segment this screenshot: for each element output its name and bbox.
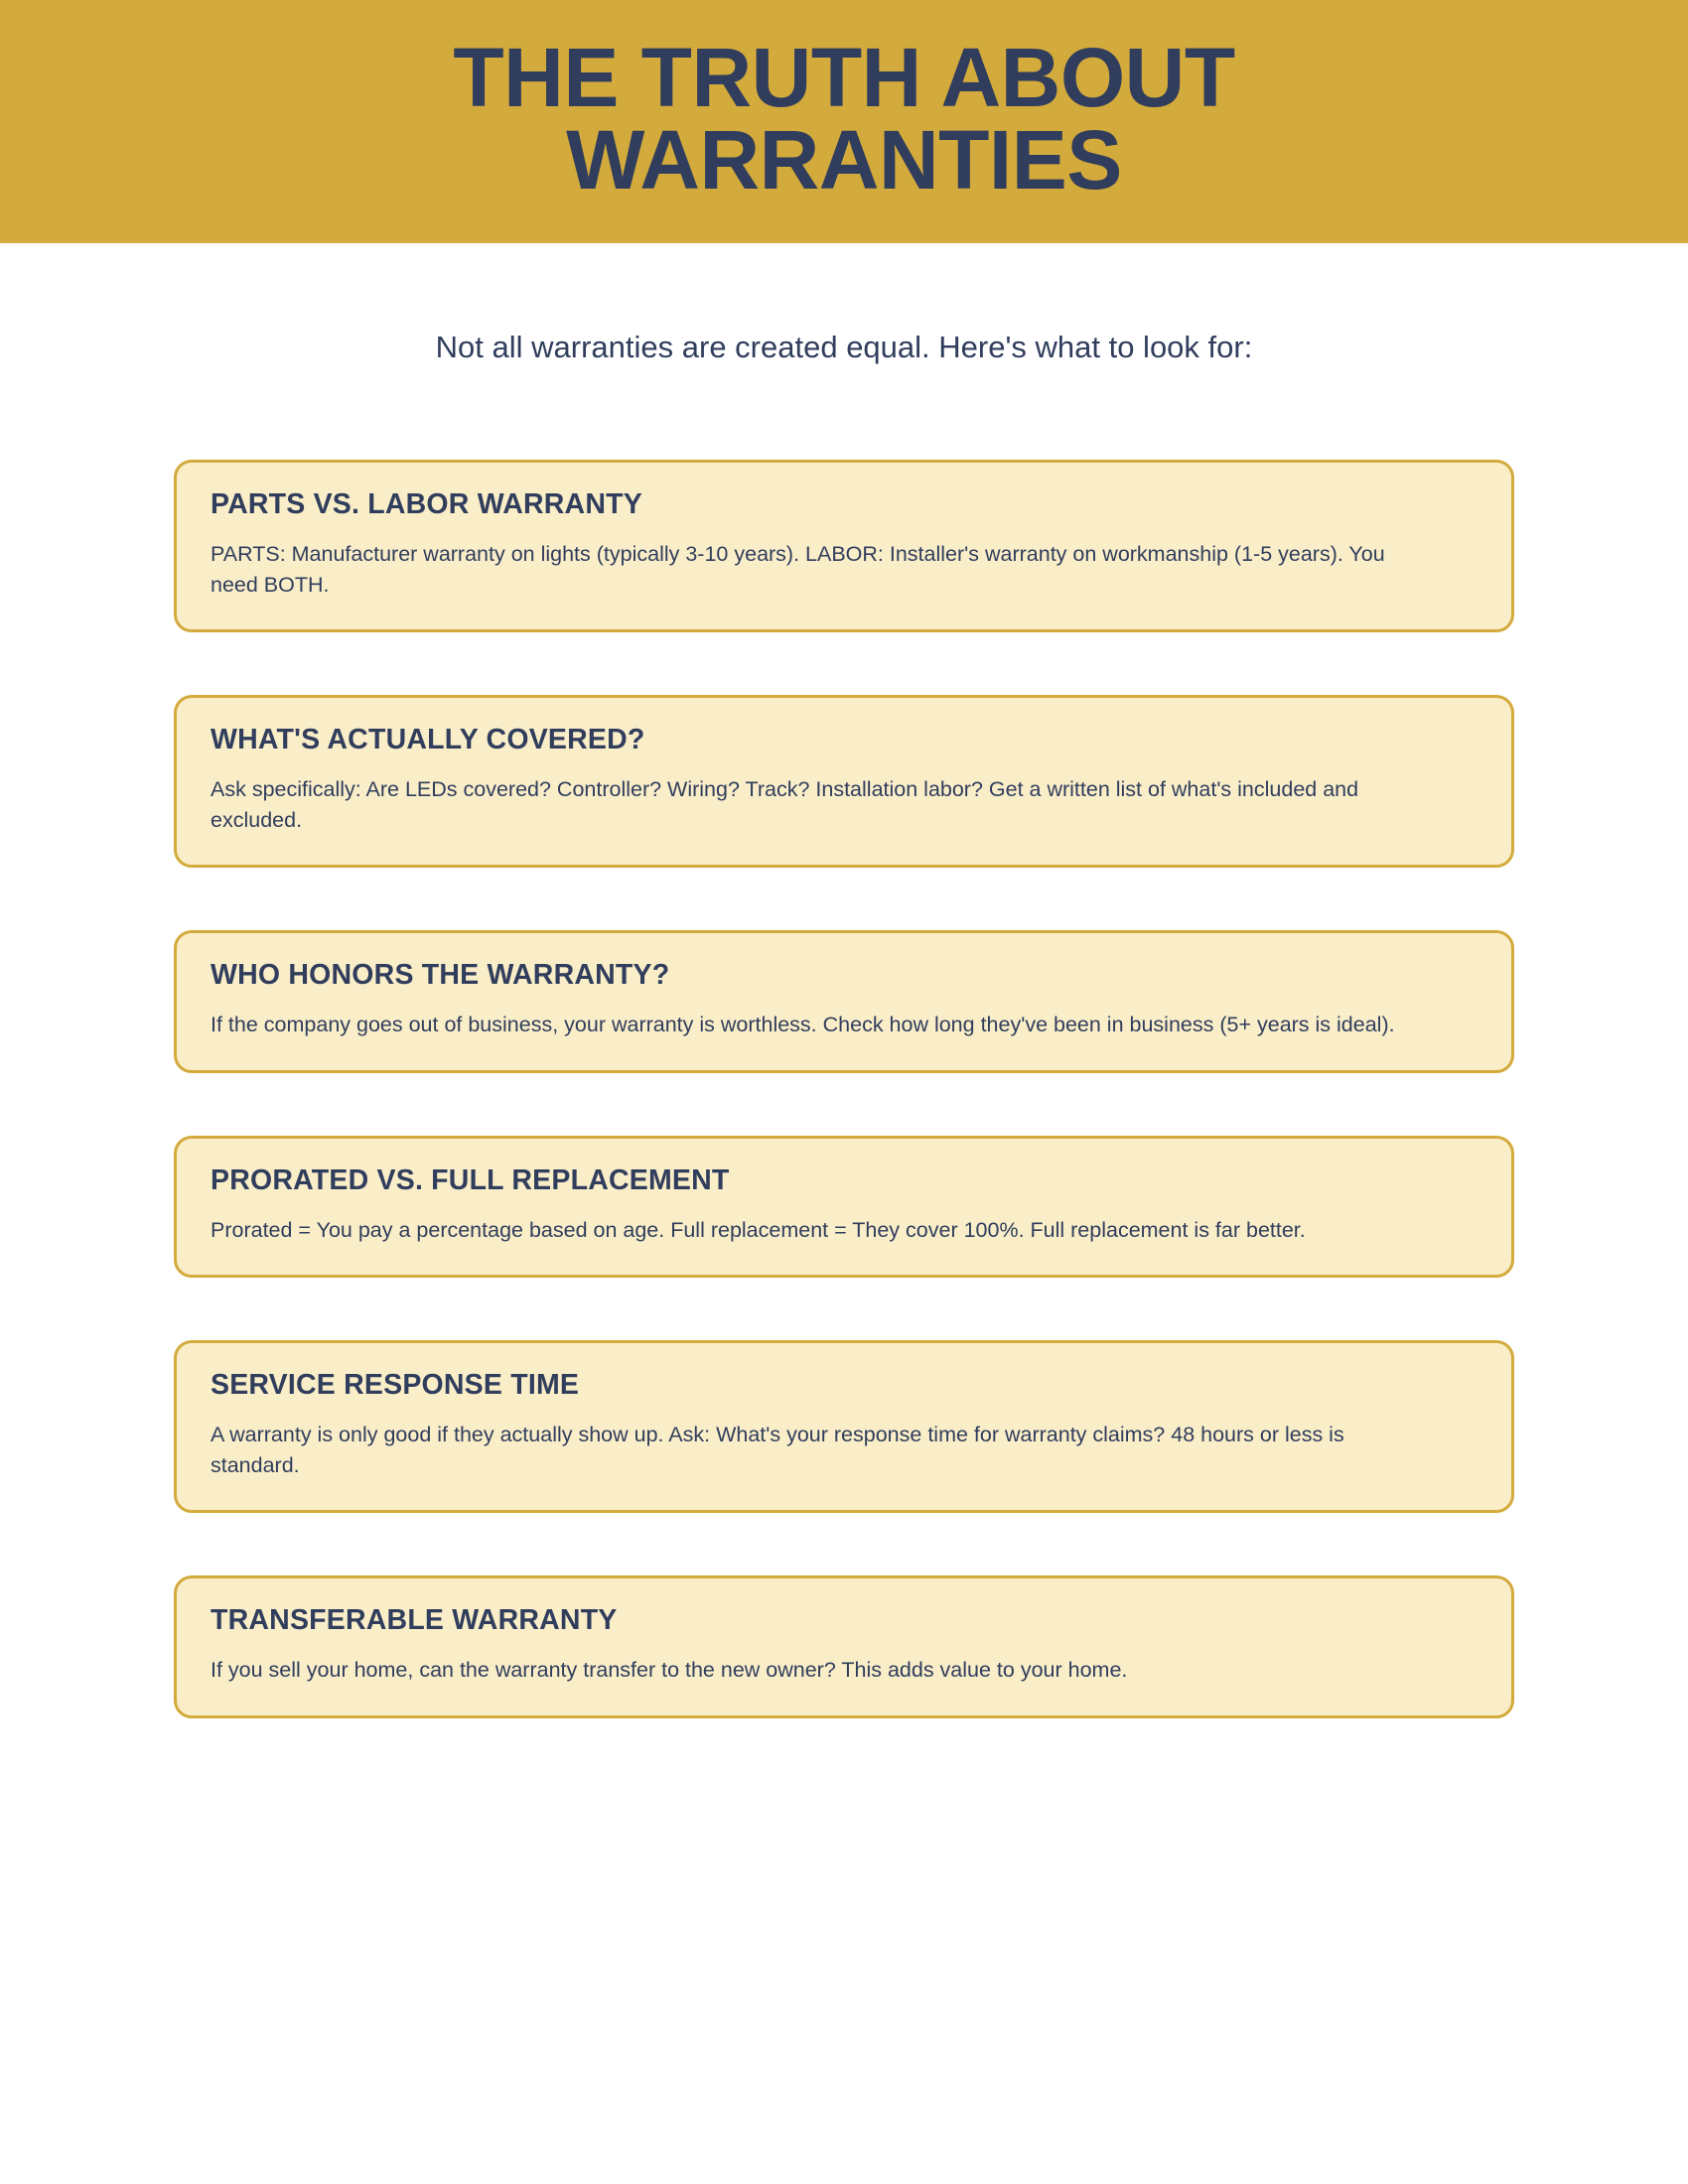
card-title: WHAT'S ACTUALLY COVERED? [211, 724, 645, 756]
card-list [0, 460, 1688, 1718]
page-title: THE TRUTH ABOUT WARRANTIES [453, 31, 1235, 206]
card-prorated-vs-full-replacement [174, 1136, 1514, 1279]
card-service-response-time [174, 1340, 1514, 1513]
card-title: PARTS VS. LABOR WARRANTY [211, 488, 642, 520]
card-body: If the company goes out of business, your warranty is worthless. Check how long they've been in business (5+ years is ideal). [211, 1013, 1395, 1037]
card-title: TRANSFERABLE WARRANTY [211, 1604, 618, 1637]
card-body: Ask specifically: Are LEDs covered? Controller? Wiring? Track? Installation labor? Get a written list of what's included and excluded. [211, 777, 1359, 832]
card-body: PARTS: Manufacturer warranty on lights (typically 3-10 years). LABOR: Installer's warranty on workmanship (1-5 years). You need BOTH. [211, 542, 1385, 597]
card-body: Prorated = You pay a percentage based on age. Full replacement = They cover 100%. Full replacement is far better. [211, 1217, 1306, 1242]
card-parts-vs-labor-warranty [174, 460, 1514, 632]
card-title: SERVICE RESPONSE TIME [211, 1369, 580, 1402]
card-title: WHO HONORS THE WARRANTY? [211, 959, 670, 992]
card-transferable-warranty [174, 1575, 1514, 1718]
card-body: If you sell your home, can the warranty transfer to the new owner? This adds value to your home. [211, 1658, 1128, 1683]
card-title: PRORATED VS. FULL REPLACEMENT [211, 1163, 730, 1196]
card-body: A warranty is only good if they actually show up. Ask: What's your response time for warranty claims? 48 hours or less is standard. [211, 1423, 1344, 1477]
card-who-honors-the-warranty [174, 930, 1514, 1073]
card-whats-actually-covered [174, 695, 1514, 868]
header-banner [0, 0, 1688, 243]
subtitle-text: Not all warranties are created equal. Here's what to look for: [435, 330, 1253, 364]
